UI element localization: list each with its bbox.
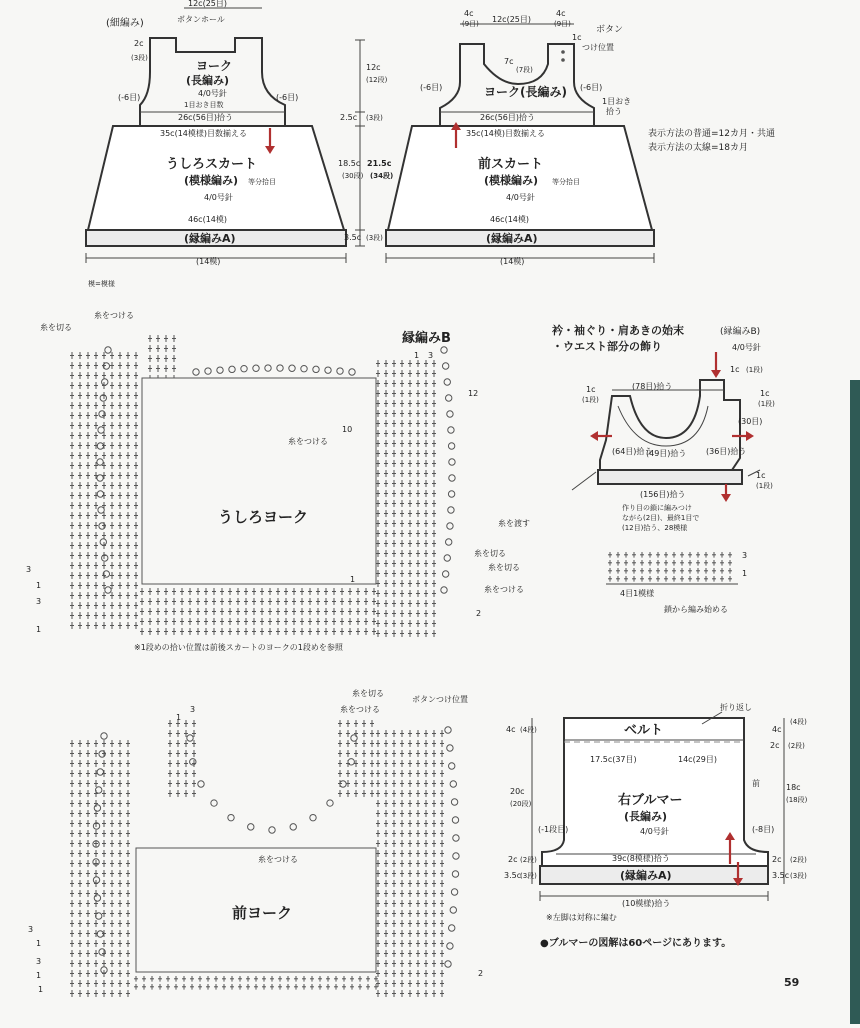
front-yoke-pickup2: 拾う — [606, 107, 622, 116]
bloomers-mirror-note: ※左脚は対称に編む — [546, 913, 617, 922]
back-yoke-attach-yarn3: 糸をつける — [484, 585, 524, 594]
front-even-pickup: 等分拾目 — [552, 178, 580, 186]
back-yoke-cut-yarn3: 糸を切る — [474, 549, 506, 558]
picot-loop — [190, 759, 196, 765]
finishing-note3: (12目)拾う、28模様 — [622, 524, 688, 532]
front-button-pos-label: つけ位置 — [582, 43, 614, 52]
back-yoke-pass-yarn: 糸を渡す — [498, 519, 530, 528]
picot-loop — [100, 539, 106, 545]
front-top-dim-left-rows: (9目) — [462, 20, 479, 28]
bloomers-left-4c: 4c — [506, 725, 516, 734]
picot-loop — [449, 925, 455, 931]
picot-loop — [441, 347, 447, 353]
back-yoke-row-10: 10 — [342, 425, 353, 434]
bloomers-side-right: (-8目) — [752, 825, 775, 834]
front-total-width: (14模) — [500, 257, 525, 266]
back-h-skirt-rows: (30段) — [342, 172, 364, 180]
finishing-right-30: (30目) — [738, 417, 763, 426]
picot-loop — [447, 411, 453, 417]
back-yoke-title: うしろヨーク — [218, 508, 309, 526]
finishing-neck: (78目)拾う — [632, 382, 673, 391]
picot-loop — [105, 347, 111, 353]
picot-loop — [93, 877, 99, 883]
back-yoke-pickup: 1目おき目数 — [184, 101, 224, 109]
binding-edge-strip — [850, 380, 860, 1024]
picot-loop — [265, 365, 271, 371]
finishing-note1: 作り目の鎖に編みつけ — [622, 504, 692, 512]
picot-loop — [445, 961, 451, 967]
picot-loop — [448, 443, 454, 449]
bloomers-title: 右ブルマー — [618, 793, 683, 808]
size-note-line1: 表示方法の普通=12カ月・共通 — [648, 129, 775, 139]
front-top-dim-right-rows: (9目) — [554, 20, 571, 28]
back-gather: 35c(14模様)目数揃える — [160, 129, 247, 138]
back-skirt-schematic — [86, 0, 393, 288]
picot-loop — [301, 366, 307, 372]
finishing-armhole-right: (36目)拾う — [706, 447, 747, 456]
bloomers-belt-right: 14c(29目) — [678, 755, 717, 764]
picot-loop — [451, 799, 457, 805]
picot-loop — [325, 367, 331, 373]
bloomers-right-2c-top: 2c — [770, 741, 780, 750]
back-yoke-title: ヨーク — [196, 59, 233, 73]
picot-loop — [217, 367, 223, 373]
bloomers-belt-left: 17.5c(37目) — [590, 755, 637, 764]
picot-loop — [211, 800, 217, 806]
back-h-border-rows: (3段) — [366, 234, 383, 242]
picot-loop — [187, 735, 193, 741]
picot-loop — [98, 427, 104, 433]
back-yoke-row-1-left2: 1 — [36, 625, 42, 634]
back-yoke-border-b: 縁編みB — [402, 331, 451, 346]
back-top-left-rows: (3段) — [131, 54, 148, 62]
picot-loop — [452, 871, 458, 877]
picot-loop — [228, 814, 234, 820]
picot-loop — [448, 427, 454, 433]
finishing-start-here: 鎖から編み始める — [664, 605, 728, 614]
bloomers-fold: 折り返し — [720, 703, 752, 712]
picot-loop — [453, 835, 459, 841]
bloomers-hook: 4/0号針 — [640, 827, 669, 836]
bloomers-right-4c-rows: (4段) — [790, 718, 807, 726]
front-skirt-title: 前スカート — [478, 157, 544, 172]
picot-loop — [449, 475, 455, 481]
picot-loop — [449, 459, 455, 465]
bloomers-left-4c-rows: (4段) — [520, 726, 537, 734]
picot-loop — [327, 800, 333, 806]
back-yoke-stitch: (長編み) — [186, 74, 230, 87]
back-side-inc-left: (-6目) — [118, 93, 141, 102]
bloomers-right-2c-top-rows: (2段) — [788, 742, 805, 750]
picot-loop — [97, 491, 103, 497]
front-yoke-row-3-left: 3 — [28, 925, 34, 934]
picot-loop — [248, 824, 254, 830]
picot-loop — [441, 587, 447, 593]
picot-loop — [289, 365, 295, 371]
front-yoke-row-1-bottom: 1 — [38, 985, 44, 994]
back-note: 模=模様 — [88, 280, 115, 288]
bloomers-center-label: 前 — [752, 779, 760, 788]
picot-loop — [313, 366, 319, 372]
bloomers-pickup: 39c(8模様)拾う — [612, 854, 670, 863]
picot-loop — [193, 369, 199, 375]
back-h-border: 3.5c — [344, 233, 362, 242]
front-yoke-width: 26c(56目)拾う — [480, 113, 535, 122]
picot-loop — [449, 763, 455, 769]
picot-loop — [351, 735, 357, 741]
picot-loop — [229, 366, 235, 372]
front-skirt-hook: 4/0号針 — [506, 193, 535, 202]
front-cm-7-rows: (7段) — [516, 66, 533, 74]
back-border-label: (縁編みA) — [184, 232, 236, 245]
finishing-subtitle: ・ウエスト部分の飾り — [552, 340, 662, 353]
finishing-chart-row3: 3 — [742, 551, 748, 560]
back-total-width: (14模) — [196, 257, 221, 266]
front-side-left: (-6目) — [420, 83, 443, 92]
picot-loop — [269, 827, 275, 833]
bloomers-right-35: 3.5c — [772, 871, 790, 880]
picot-loop — [310, 814, 316, 820]
finishing-c1-c: 1c — [760, 389, 770, 398]
front-yoke-row-2: 2 — [478, 969, 484, 978]
back-yoke-row-2: 2 — [476, 609, 482, 618]
back-yoke-row-3-left: 3 — [26, 565, 32, 574]
finishing-diagram — [551, 323, 775, 614]
finishing-c1-d-rows: (1段) — [756, 482, 773, 490]
finishing-title: 衿・袖ぐり・肩あきの始末 — [552, 324, 684, 337]
picot-loop — [447, 943, 453, 949]
front-yoke-attach-yarn2: 糸をつける — [258, 855, 298, 864]
back-h-yoke-rows: (12段) — [366, 76, 388, 84]
back-yoke-cut-yarn: 糸を切る — [40, 323, 72, 332]
picot-loop — [253, 365, 259, 371]
front-cm-1: 1c — [572, 33, 582, 42]
back-yoke-row-1-top: 1 — [414, 351, 420, 360]
picot-loop — [450, 781, 456, 787]
front-yoke-pickup: 1目おき — [602, 97, 632, 106]
finishing-c1-d: 1c — [756, 471, 766, 480]
front-yoke-cut-yarn: 糸を切る — [352, 689, 384, 698]
bloomers-schematic — [504, 702, 808, 949]
back-yoke-chart — [26, 310, 530, 652]
back-yoke-attach-yarn2: 糸をつける — [288, 437, 328, 446]
bloomers-left-2c: 2c — [508, 855, 518, 864]
picot-loop — [448, 491, 454, 497]
front-yoke-title: ヨーク(長編み) — [484, 85, 567, 99]
bloomers-right-2c: 2c — [772, 855, 782, 864]
bloomers-right-18c: 18c — [786, 783, 801, 792]
front-yoke-row-1-left2: 1 — [36, 971, 42, 980]
picot-loop — [94, 805, 100, 811]
back-skirt-stitch: (模様編み) — [184, 174, 239, 187]
back-yoke-row-1-left: 1 — [36, 581, 42, 590]
back-saori-label: (細編み) — [106, 18, 144, 29]
front-top-dim-mid: 12c(25目) — [492, 15, 531, 24]
front-gather: 35c(14模)目数揃える — [466, 129, 545, 138]
front-yoke-chart — [28, 688, 483, 997]
bloomers-border: (縁編みA) — [620, 869, 672, 882]
picot-loop — [450, 907, 456, 913]
bloomers-left-35-rows: (3段) — [520, 872, 537, 880]
back-even-pickup: 等分拾目 — [248, 178, 276, 186]
picot-loop — [98, 507, 104, 513]
picot-loop — [94, 895, 100, 901]
bloomers-side-left: (-1段目) — [538, 825, 569, 834]
picot-loop — [198, 781, 204, 787]
front-top-dim-right: 4c — [556, 9, 566, 18]
finishing-armhole-left: (64目)拾う — [612, 447, 653, 456]
front-button-label: ボタン — [596, 25, 624, 35]
picot-loop — [451, 889, 457, 895]
back-yoke-row-3-top: 3 — [428, 351, 434, 360]
finishing-c1-a-rows: (1段) — [582, 396, 599, 404]
back-skirt-title: うしろスカート — [166, 157, 258, 172]
back-top-dims: 12c(25目) — [188, 0, 227, 8]
picot-loop — [444, 379, 450, 385]
front-yoke-row-3-left2: 3 — [36, 957, 42, 966]
finishing-title-stitch: (縁編みB) — [720, 327, 761, 337]
picot-loop — [445, 727, 451, 733]
back-h-mid: 2.5c — [340, 113, 358, 122]
back-top-left-2c: 2c — [134, 39, 144, 48]
back-side-inc-right: (-6目) — [276, 93, 299, 102]
front-cm-7: 7c — [504, 57, 514, 66]
back-button-hole-label: ボタンホール — [177, 15, 225, 24]
picot-loop — [446, 395, 452, 401]
bloomers-left-20c-rows: (20段) — [510, 800, 532, 808]
front-yoke-button-pos: ボタンつけ位置 — [412, 695, 468, 704]
back-h-total: 21.5c — [367, 159, 392, 168]
picot-loop — [452, 817, 458, 823]
back-hem-width: 46c(14模) — [188, 215, 227, 224]
picot-loop — [105, 587, 111, 593]
bloomers-right-2c-rows: (2段) — [790, 856, 807, 864]
size-note-line2: 表示方法の太線=18カ月 — [648, 143, 748, 153]
front-yoke-row-1-left: 1 — [36, 939, 42, 948]
back-skirt-hook: 4/0号針 — [204, 193, 233, 202]
finishing-hook: 4/0号針 — [732, 343, 761, 352]
back-yoke-row-12: 12 — [468, 389, 479, 398]
back-yoke-footnote: ※1段めの拾い位置は前後スカートのヨークの1段めを参照 — [134, 643, 343, 652]
picot-loop — [241, 366, 247, 372]
bloomers-stitch: (長編み) — [624, 810, 668, 823]
front-yoke-row-1-top: 1 — [176, 713, 182, 722]
finishing-c1-a: 1c — [586, 385, 596, 394]
finishing-waist: (156目)拾う — [640, 490, 686, 499]
front-top-dim-left: 4c — [464, 9, 474, 18]
picot-loop — [349, 369, 355, 375]
front-side-right: (-6目) — [580, 83, 603, 92]
bloomers-left-2c-rows: (2段) — [520, 856, 537, 864]
back-yoke-row-3-left2: 3 — [36, 597, 42, 606]
bloomers-left-35: 3.5c — [504, 871, 522, 880]
finishing-c1-c-rows: (1段) — [758, 400, 775, 408]
picot-loop — [442, 571, 448, 577]
picot-loop — [97, 475, 103, 481]
front-yoke-row-3-top: 3 — [190, 705, 196, 714]
finishing-c1-b: 1c — [730, 365, 740, 374]
picot-loop — [448, 507, 454, 513]
picot-loop — [205, 368, 211, 374]
front-skirt-stitch: (模様編み) — [484, 174, 539, 187]
front-border-label: (縁編みA) — [486, 232, 538, 245]
back-yoke-hook: 4/0号針 — [198, 89, 227, 98]
finishing-chart-repeat: 4目1模様 — [620, 589, 655, 598]
size-legend — [648, 127, 775, 153]
picot-loop — [102, 379, 108, 385]
page-number: 59 — [784, 976, 800, 989]
bloomers-right-35-rows: (3段) — [790, 872, 807, 880]
picot-loop — [447, 523, 453, 529]
back-h-total-rows: (34段) — [370, 172, 394, 180]
bloomers-right-4c: 4c — [772, 725, 782, 734]
picot-loop — [348, 759, 354, 765]
back-yoke-row-1-mid: 1 — [350, 575, 356, 584]
back-yoke-attach-yarn: 糸をつける — [94, 311, 134, 320]
picot-loop — [453, 853, 459, 859]
finishing-note2: ながら(2目)、最終1目で — [622, 514, 700, 522]
finishing-stitch-chart — [608, 552, 732, 582]
bloomers-belt: ベルト — [624, 723, 664, 738]
back-h-mid-rows: (3段) — [366, 114, 383, 122]
finishing-armhole-mid: (49目)拾う — [646, 449, 687, 458]
picot-loop — [337, 368, 343, 374]
bloomers-left-20c: 20c — [510, 787, 525, 796]
front-hem-width: 46c(14模) — [490, 215, 529, 224]
back-h-skirt: 18.5c — [338, 159, 361, 168]
front-yoke-title: 前ヨーク — [232, 904, 293, 922]
front-yoke-attach-yarn: 糸をつける — [340, 705, 380, 714]
finishing-chart-row1: 1 — [742, 569, 748, 578]
picot-loop — [101, 733, 107, 739]
back-yoke-width: 26c(56目)拾う — [178, 113, 233, 122]
picot-loop — [447, 745, 453, 751]
picot-loop — [290, 824, 296, 830]
picot-loop — [442, 363, 448, 369]
picot-loop — [446, 539, 452, 545]
finishing-c1-b-rows: (1段) — [746, 366, 763, 374]
picot-loop — [97, 459, 103, 465]
bloomers-right-18c-rows: (18段) — [786, 796, 808, 804]
picot-loop — [277, 365, 283, 371]
bloomers-total: (10模様)拾う — [622, 899, 671, 908]
bloomers-ref-note: ●ブルマーの図解は60ページにあります。 — [540, 938, 732, 949]
picot-loop — [97, 769, 103, 775]
back-h-yoke: 12c — [366, 63, 381, 72]
front-skirt-schematic — [386, 9, 654, 266]
back-yoke-cut-yarn2: 糸を切る — [488, 563, 520, 572]
picot-loop — [444, 555, 450, 561]
